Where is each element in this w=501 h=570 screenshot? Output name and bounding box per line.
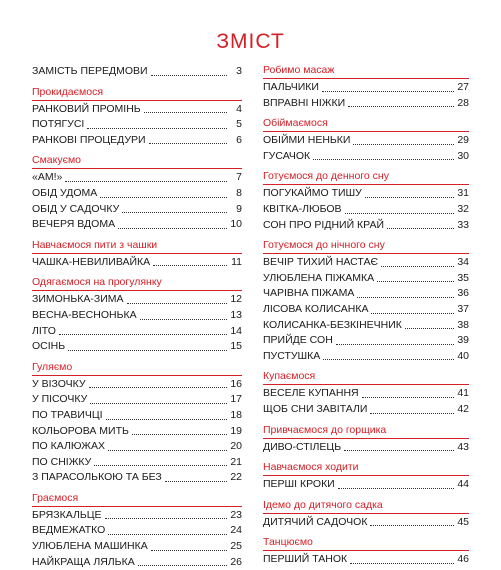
dot-leader [153,264,227,266]
page-number: 10 [230,218,242,231]
page-number: 12 [230,293,242,306]
entry-list [32,508,242,570]
toc-left-column [32,64,242,570]
toc-section [32,276,242,354]
page-number: 20 [230,440,242,453]
toc-entry[interactable] [263,80,469,96]
dot-leader [313,158,454,160]
dot-leader [94,464,227,466]
toc-section [32,492,242,570]
toc-section [263,461,469,493]
dot-leader [68,349,227,351]
page-number: 18 [230,408,242,421]
entry-list [263,133,469,164]
entry-title: ПАЛЬЧИКИ [263,81,319,93]
toc-entry[interactable] [32,470,242,486]
dot-leader [144,111,227,113]
page-number: 35 [457,271,469,284]
toc-entry[interactable] [32,339,242,355]
dot-leader [151,74,227,76]
dot-leader [353,143,454,145]
entry-title: ВЕЧЕРЯ ВДОМА [32,218,116,231]
entry-title: УЛЮБЛЕНА МАШИНКА [32,540,148,553]
toc-entry[interactable] [32,117,242,133]
entry-title: ЩОБ СНИ ЗАВІТАЛИ [263,402,368,415]
toc-entry[interactable] [263,515,469,531]
toc-section [263,64,469,111]
entry-list [32,102,242,149]
toc-section [263,370,469,417]
page-title: ЗМІСТ [216,30,285,53]
toc-entry[interactable] [32,308,242,324]
entry-list [32,255,242,271]
toc-entry[interactable] [32,455,242,471]
dot-leader [322,90,454,92]
dot-leader [149,142,227,144]
entry-title: ВЕСНА-ВЕСНОНЬКА [32,308,137,321]
dot-leader [370,524,454,526]
page-number: 5 [236,118,242,131]
toc-entry[interactable] [263,271,469,287]
entry-list [263,186,469,233]
dot-leader [118,227,227,229]
page-number: 14 [230,324,242,337]
toc-right-column [263,64,469,568]
entry-title: БРЯЗКАЛЬЦЕ [32,508,102,521]
entry-title: ПЕРШІ КРОКИ [263,478,335,491]
page-number: 19 [230,424,242,437]
toc-section [263,239,469,364]
toc-entry[interactable] [263,302,469,318]
toc-entry[interactable] [263,318,469,334]
toc-entry[interactable] [32,64,242,80]
entry-title: ПО КАЛЮЖАХ [32,440,105,453]
toc-entry[interactable] [32,202,242,218]
toc-entry[interactable] [32,392,242,408]
page-number: 30 [457,149,469,162]
entry-title: ВЕЧІР ТИХИЙ НАСТАЄ [263,256,379,269]
entry-title: КОЛИСАНКА-БЕЗКІНЕЧНИК [263,318,402,331]
dot-leader [106,418,227,420]
page-number: 25 [230,540,242,553]
toc-entry[interactable] [263,477,469,493]
page-number: 24 [230,524,242,537]
dot-leader [151,549,227,551]
section-heading: Ідемо до дитячого садка [263,499,469,514]
entry-title: СОН ПРО РІДНИЙ КРАЙ [263,218,385,231]
page-number: 17 [230,393,242,406]
entry-title: ПРИЙДЕ СОН [263,334,333,347]
entry-title: «АМ!» [32,171,63,184]
entry-title: УЛЮБЛЕНА ПІЖАМКА [263,271,375,284]
dot-leader [377,280,454,282]
page-number: 6 [236,133,242,146]
page-number: 27 [457,81,469,93]
dot-leader [100,196,227,198]
entry-title: У ВІЗОЧКУ [32,377,86,390]
entry-list [32,64,242,80]
entry-title: ЧАРІВНА ПІЖАМА [263,287,355,300]
toc-entry[interactable] [32,217,242,233]
page-number: 26 [230,555,242,568]
dot-leader [405,327,454,329]
dot-leader [90,402,227,404]
entry-title: ОСІНЬ [32,340,66,353]
page-number: 34 [457,256,469,269]
toc-section [263,536,469,568]
page-number: 22 [230,471,242,484]
entry-list [32,170,242,232]
entry-list [263,477,469,493]
dot-leader [140,318,227,320]
section-heading: Смакуємо [32,154,242,169]
entry-title: КОЛЬОРОВА МИТЬ [32,424,129,437]
entry-title: ОБІД УДОМА [32,186,98,199]
dot-leader [381,265,454,267]
entry-title: ПУСТУШКА [263,349,321,362]
entry-title: З ПАРАСОЛЬКОЮ ТА БЕЗ [32,471,162,484]
toc-entry[interactable] [263,333,469,349]
entry-list [263,440,469,456]
dot-leader [138,564,227,566]
page-number: 28 [457,96,469,109]
toc-entry[interactable] [32,539,242,555]
page-number: 46 [457,553,469,566]
toc-entry[interactable] [32,555,242,570]
page-number: 36 [457,287,469,300]
page-number: 37 [457,302,469,315]
dot-leader [108,533,227,535]
entry-title: ОБІД У САДОЧКУ [32,202,120,215]
toc-section [32,361,242,486]
section-heading: Прокидаємося [32,86,242,101]
entry-title: ВЕСЕЛЕ КУПАННЯ [263,387,359,400]
entry-title: РАНКОВИЙ ПРОМІНЬ [32,102,141,115]
dot-leader [108,449,227,451]
section-heading: Танцюємо [263,536,469,551]
page-number: 13 [230,308,242,321]
section-heading: Готуємося до нічного сну [263,239,469,254]
dot-leader [105,517,228,519]
entry-list [263,80,469,111]
page-number: 32 [457,202,469,215]
toc-section [32,86,242,149]
toc-entry[interactable] [263,286,469,302]
page-number: 8 [236,186,242,199]
page-number: 39 [457,334,469,347]
page-number: 44 [457,478,469,491]
section-heading: Гуляємо [32,361,242,376]
toc-entry[interactable] [32,439,242,455]
entry-title: ПО ТРАВИЧЦІ [32,408,103,421]
toc-entry[interactable] [32,424,242,440]
entry-title: ЧАШКА-НЕВИЛИВАЙКА [32,255,151,268]
toc-entry[interactable] [263,218,469,234]
entry-title: ЛІСОВА КОЛИСАНКА [263,302,369,315]
toc-section [263,424,469,456]
dot-leader [387,227,454,229]
page-number: 11 [231,255,242,268]
toc-entry[interactable] [263,552,469,568]
entry-title: ПОТЯГУСІ [32,118,85,131]
toc-entry[interactable] [263,149,469,165]
toc-section [263,170,469,233]
page-number: 23 [230,508,242,521]
entry-title: ПОГУКАЙМО ТИШУ [263,187,362,200]
entry-list [32,292,242,354]
page-number: 15 [230,340,242,353]
section-heading: Навчаємося пити з чашки [32,239,242,254]
dot-leader [87,127,227,129]
entry-title: ЗИМОНЬКА-ЗИМА [32,293,124,306]
toc-entry[interactable] [263,255,469,271]
section-heading: Граємося [32,492,242,507]
toc-entry[interactable] [32,523,242,539]
entry-title: ГУСАЧОК [263,149,311,162]
toc-section [32,154,242,232]
toc-entry[interactable] [263,96,469,112]
section-heading: Привчаємося до горщика [263,424,469,439]
dot-leader [65,180,227,182]
dot-leader [165,480,227,482]
entry-title: РАНКОВІ ПРОЦЕДУРИ [32,133,146,146]
entry-title: ОБІЙМИ НЕНЬКИ [263,134,351,147]
section-heading: Купаємося [263,370,469,385]
dot-leader [371,312,454,314]
toc-entry[interactable] [32,377,242,393]
entry-list [263,255,469,364]
page-number: 29 [457,134,469,147]
dot-leader [132,433,227,435]
entry-title: ЛІТО [32,324,56,337]
toc-entry[interactable] [32,255,242,271]
entry-title: НАЙКРАЩА ЛЯЛЬКА [32,555,135,568]
dot-leader [357,296,454,298]
page-number: 45 [457,515,469,528]
entry-title: У ПІСОЧКУ [32,393,88,406]
dot-leader [89,386,227,388]
dot-leader [323,358,454,360]
section-heading: Готуємося до денного сну [263,170,469,185]
entry-title: ДИТЯЧИЙ САДОЧОК [263,515,368,528]
entry-list [263,386,469,417]
dot-leader [344,449,454,451]
toc-entry[interactable] [263,133,469,149]
toc-section [32,64,242,80]
section-heading: Одягаємося на прогулянку [32,276,242,291]
toc-entry[interactable] [32,170,242,186]
entry-title: ДИВО-СТІЛЕЦЬ [263,440,342,453]
toc-entry[interactable] [263,402,469,418]
page-number: 3 [236,65,242,77]
entry-list [263,515,469,531]
dot-leader [122,211,227,213]
page-number: 31 [457,187,469,200]
toc-entry[interactable] [32,408,242,424]
page-number: 40 [457,349,469,362]
dot-leader [336,343,454,345]
dot-leader [362,396,454,398]
entry-title: ВЕДМЕЖАТКО [32,524,106,537]
toc-section [263,499,469,531]
dot-leader [59,333,227,335]
page-number: 38 [457,318,469,331]
toc-section [263,117,469,164]
toc-entry[interactable] [32,186,242,202]
dot-leader [350,562,454,564]
entry-title: ВПРАВНІ НІЖКИ [263,96,346,109]
page-number: 4 [236,102,242,115]
toc-entry[interactable] [32,292,242,308]
entry-list [32,377,242,486]
page-number: 9 [236,202,242,215]
entry-title: КВІТКА-ЛЮБОВ [263,202,342,215]
toc-entry[interactable] [32,133,242,149]
toc-entry[interactable] [263,440,469,456]
entry-title: ЗАМІСТЬ ПЕРЕДМОВИ [32,65,148,77]
toc-entry[interactable] [263,202,469,218]
dot-leader [338,487,454,489]
toc-entry[interactable] [263,349,469,365]
dot-leader [365,196,454,198]
page-number: 16 [230,377,242,390]
toc-entry[interactable] [263,386,469,402]
entry-title: ПО СНІЖКУ [32,455,92,468]
page-number: 42 [457,402,469,415]
page-number: 43 [457,440,469,453]
page-number: 21 [230,455,242,468]
entry-title: ПЕРШИЙ ТАНОК [263,553,348,566]
page-number: 41 [457,387,469,400]
toc-entry[interactable] [32,102,242,118]
toc-entry[interactable] [263,186,469,202]
section-heading: Робимо масаж [263,64,469,79]
section-heading: Навчаємося ходити [263,461,469,476]
toc-entry[interactable] [32,324,242,340]
toc-entry[interactable] [32,508,242,524]
dot-leader [348,105,454,107]
dot-leader [370,412,454,414]
page-number: 7 [236,171,242,184]
toc-section [32,239,242,271]
entry-list [263,552,469,568]
section-heading: Обіймаємося [263,117,469,132]
dot-leader [345,212,454,214]
dot-leader [127,302,227,304]
page-number: 33 [457,218,469,231]
